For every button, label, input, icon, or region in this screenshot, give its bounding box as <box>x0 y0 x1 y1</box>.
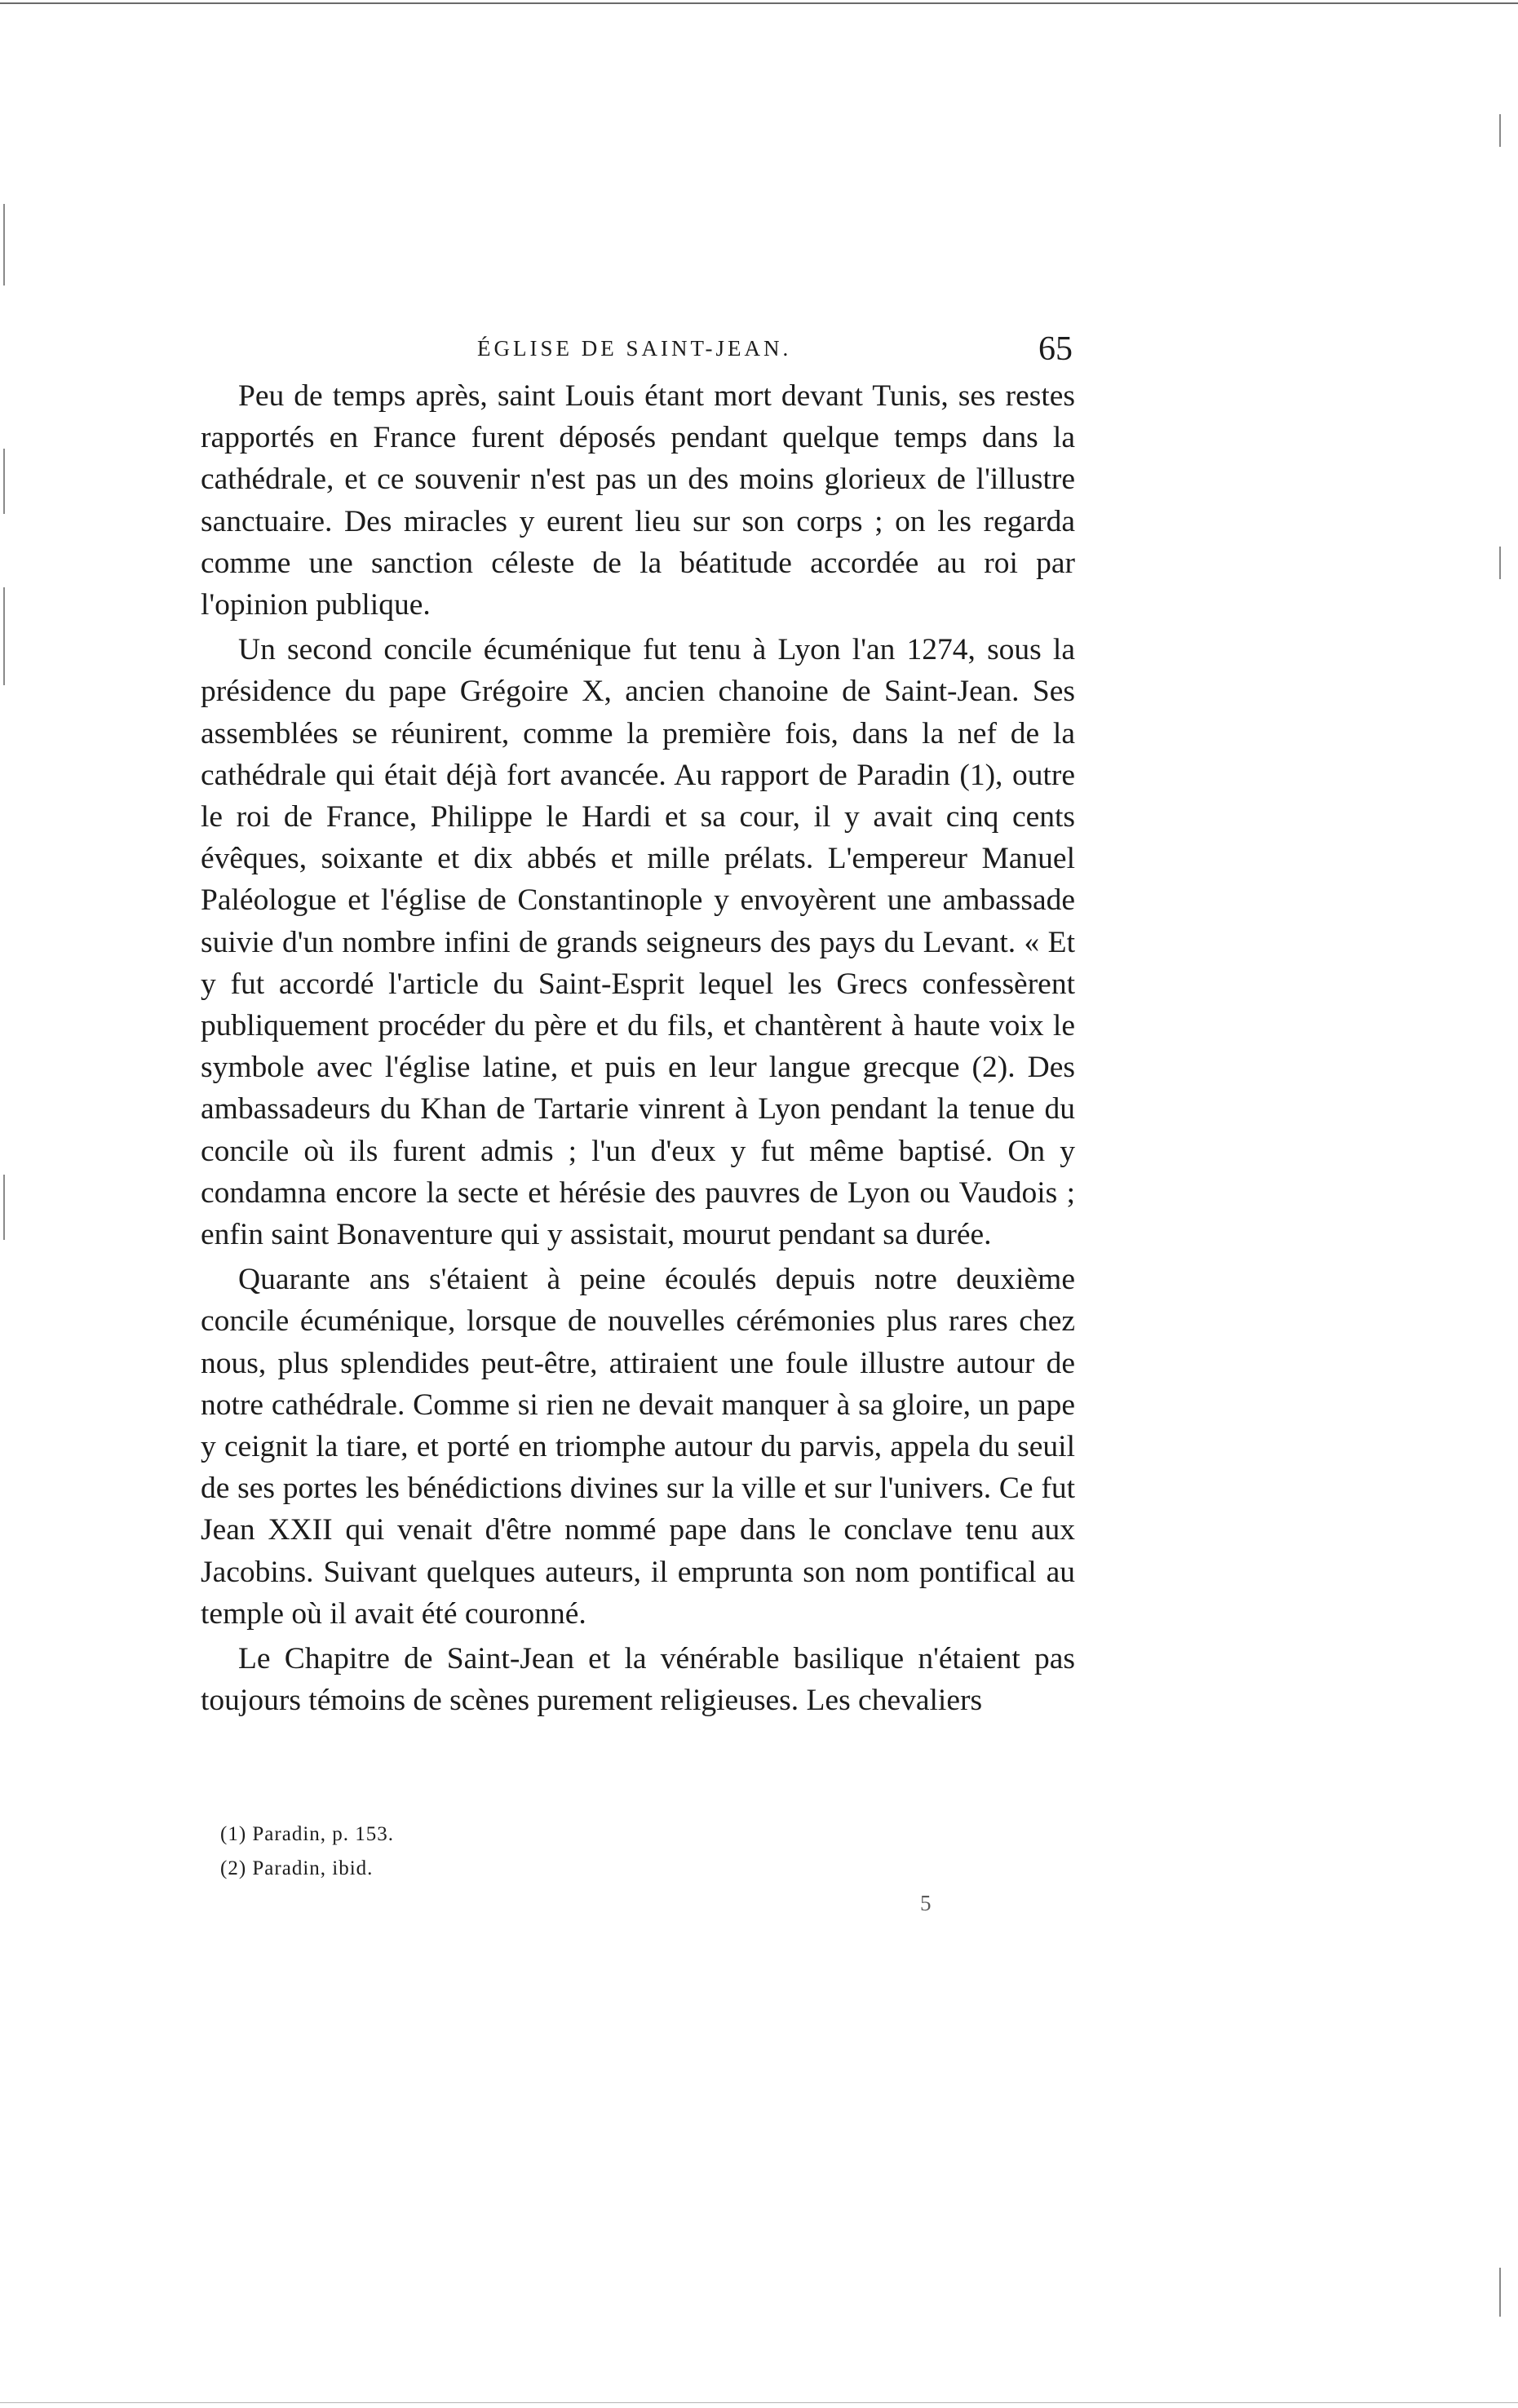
footnote: (2) Paradin, ibid. <box>220 1857 374 1879</box>
footnotes <box>220 1817 954 1886</box>
scan-right-edge-mark <box>1499 114 1501 147</box>
page-number: 65 <box>1038 330 1073 368</box>
page-header <box>241 330 1073 378</box>
scan-bottom-edge <box>0 2402 1518 2403</box>
scan-right-edge-mark <box>1499 547 1501 579</box>
paragraph: Quarante ans s'étaient à peine écoulés depuis notre deuxième concile écuménique, lorsque de nouvelles cérémonies plus rares chez nous, plus splendides peut-être, attiraient une foule illustre autour de notre cathédrale. Comme si rien ne devait manquer à sa gloire, un pape y ceignit la tiare, et porté en triomphe autour du parvis, appela du seuil de ses portes les bénédictions divines sur la ville et sur l'univers. Ce fut Jean XXII qui venait d'être nommé pape dans le conclave tenu aux Jacobins. Suivant quelques auteurs, il emprunta son nom pontifical au temple où il avait été couronné. <box>201 1263 1075 1631</box>
paragraph: Un second concile écuménique fut tenu à Lyon l'an 1274, sous la présidence du pape Grégoire X, ancien chanoine de Saint-Jean. Ses assemblées se réunirent, comme la première fois, dans la nef de la cathédrale qui était déjà fort avancée. Au rapport de Paradin (1), outre le roi de France, Philippe le Hardi et sa cour, il y avait cinq cents évêques, soixante et dix abbés et mille prélats. L'empereur Manuel Paléologue et l'église de Constantinople y envoyèrent une ambassade suivie d'un nombre infini de grands seigneurs des pays du Levant. « Et y fut accordé l'article du Saint-Esprit lequel les Grecs confessèrent publiquement procéder du père et du fils, et chantèrent à haute voix le symbole avec l'église latine, et puis en leur langue grecque (2). Des ambassadeurs du Khan de Tartarie vinrent à Lyon pendant la tenue du concile où ils furent admis ; l'un d'eux y fut même baptisé. On y condamna encore la secte et hérésie des pauvres de Lyon ou Vaudois ; enfin saint Bonaventure qui y assistait, mourut pendant sa durée. <box>201 633 1075 1252</box>
signature-mark: 5 <box>920 1891 932 1915</box>
body-text <box>201 375 1075 1725</box>
scan-left-edge-mark <box>3 449 5 514</box>
scan-left-edge-mark <box>3 587 5 685</box>
scan-left-edge-mark <box>3 204 5 286</box>
scan-left-edge-mark <box>3 1175 5 1240</box>
paragraph: Peu de temps après, saint Louis étant mort devant Tunis, ses restes rapportés en France furent déposés pendant quelque temps dans la cathédrale, et ce souvenir n'est pas un des moins glorieux de l'illustre sanctuaire. Des miracles y eurent lieu sur son corps ; on les regarda comme une sanction céleste de la béatitude accordée au roi par l'opinion publique. <box>201 379 1075 622</box>
running-title: ÉGLISE DE SAINT-JEAN. <box>477 336 792 361</box>
scan-right-edge-mark <box>1499 2268 1501 2317</box>
paragraph: Le Chapitre de Saint-Jean et la vénérable basilique n'étaient pas toujours témoins de scènes purement religieuses. Les chevaliers <box>201 1642 1075 1718</box>
scan-top-edge <box>0 2 1518 4</box>
footnote: (1) Paradin, p. 153. <box>220 1823 395 1845</box>
